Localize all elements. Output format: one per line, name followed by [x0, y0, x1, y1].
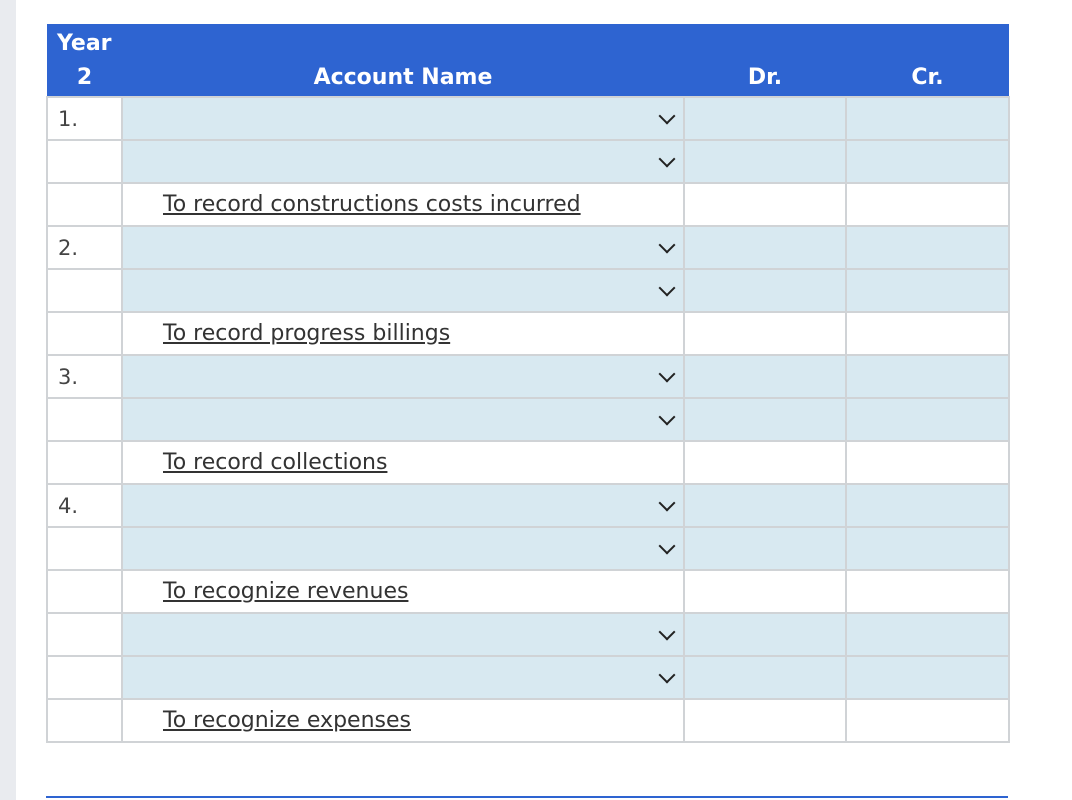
chevron-down-icon[interactable] — [659, 236, 676, 253]
entry-row — [47, 140, 1009, 183]
credit-cell — [846, 269, 1009, 312]
memo-cell — [122, 441, 684, 484]
bottom-divider — [46, 796, 1008, 798]
credit-input[interactable] — [847, 399, 1008, 440]
entry-number — [47, 527, 122, 570]
entry-row — [47, 226, 1009, 269]
entry-row — [47, 398, 1009, 441]
chevron-down-icon[interactable] — [659, 623, 676, 640]
entry-row — [47, 656, 1009, 699]
account-select-cell — [122, 484, 684, 527]
account-select-cell — [122, 613, 684, 656]
debit-cell — [684, 226, 846, 269]
credit-cell — [846, 527, 1009, 570]
chevron-down-icon[interactable] — [659, 365, 676, 382]
debit-cell — [684, 699, 846, 742]
account-select-cell — [122, 355, 684, 398]
entry-number: 4. — [47, 484, 122, 527]
debit-input[interactable] — [685, 700, 845, 741]
account-select-cell — [122, 656, 684, 699]
entry-number — [47, 699, 122, 742]
memo-link[interactable]: To recognize revenues — [163, 578, 409, 604]
debit-input[interactable] — [685, 227, 845, 268]
entry-row — [47, 97, 1009, 140]
debit-input[interactable] — [685, 657, 845, 698]
debit-header: Dr. — [684, 24, 846, 97]
debit-cell — [684, 656, 846, 699]
memo-link[interactable]: To record collections — [163, 449, 388, 475]
credit-cell — [846, 398, 1009, 441]
chevron-down-icon[interactable] — [659, 150, 676, 167]
entry-number — [47, 613, 122, 656]
debit-cell — [684, 355, 846, 398]
account-select[interactable] — [123, 528, 683, 569]
account-select[interactable] — [123, 485, 683, 526]
credit-cell — [846, 355, 1009, 398]
credit-input[interactable] — [847, 356, 1008, 397]
account-select-cell — [122, 97, 684, 140]
debit-input[interactable] — [685, 485, 845, 526]
debit-cell — [684, 269, 846, 312]
memo-link[interactable]: To record constructions costs incurred — [163, 191, 581, 217]
entry-number — [47, 140, 122, 183]
account-select[interactable] — [123, 227, 683, 268]
entry-number: 2. — [47, 226, 122, 269]
credit-cell — [846, 140, 1009, 183]
entry-number — [47, 570, 122, 613]
entry-row — [47, 269, 1009, 312]
debit-input[interactable] — [685, 313, 845, 354]
account-select[interactable] — [123, 399, 683, 440]
debit-cell — [684, 140, 846, 183]
debit-input[interactable] — [685, 442, 845, 483]
credit-input[interactable] — [847, 141, 1008, 182]
credit-input[interactable] — [847, 184, 1008, 225]
credit-input[interactable] — [847, 227, 1008, 268]
memo-row — [47, 312, 1009, 355]
header-row — [47, 24, 1009, 97]
entry-number — [47, 183, 122, 226]
year-label: Year — [57, 31, 112, 56]
chevron-down-icon[interactable] — [659, 537, 676, 554]
memo-cell — [122, 312, 684, 355]
credit-input[interactable] — [847, 528, 1008, 569]
debit-input[interactable] — [685, 141, 845, 182]
credit-cell — [846, 226, 1009, 269]
credit-cell — [846, 484, 1009, 527]
left-margin-strip — [0, 0, 16, 800]
account-select-cell — [122, 140, 684, 183]
year-value: 2 — [76, 65, 93, 90]
year-header — [47, 24, 122, 97]
memo-cell — [122, 183, 684, 226]
chevron-down-icon[interactable] — [659, 107, 676, 124]
credit-cell — [846, 312, 1009, 355]
debit-cell — [684, 527, 846, 570]
credit-input[interactable] — [847, 571, 1008, 612]
credit-cell — [846, 570, 1009, 613]
credit-header: Cr. — [846, 24, 1009, 97]
entry-number — [47, 312, 122, 355]
memo-row — [47, 441, 1009, 484]
entry-number — [47, 656, 122, 699]
debit-cell — [684, 398, 846, 441]
debit-cell — [684, 312, 846, 355]
chevron-down-icon[interactable] — [659, 494, 676, 511]
entry-row — [47, 355, 1009, 398]
credit-input[interactable] — [847, 270, 1008, 311]
entry-number — [47, 398, 122, 441]
account-select-cell — [122, 527, 684, 570]
debit-input[interactable] — [685, 528, 845, 569]
credit-input[interactable] — [847, 700, 1008, 741]
entry-number — [47, 441, 122, 484]
debit-cell — [684, 484, 846, 527]
credit-cell — [846, 441, 1009, 484]
account-select-cell — [122, 398, 684, 441]
debit-cell — [684, 97, 846, 140]
credit-cell — [846, 656, 1009, 699]
journal-entry-table — [46, 24, 1010, 743]
credit-cell — [846, 699, 1009, 742]
debit-input[interactable] — [685, 571, 845, 612]
memo-link[interactable]: To recognize expenses — [163, 707, 411, 733]
credit-cell — [846, 97, 1009, 140]
account-select[interactable] — [123, 98, 683, 139]
memo-row — [47, 570, 1009, 613]
credit-cell — [846, 183, 1009, 226]
account-select[interactable] — [123, 657, 683, 698]
debit-input[interactable] — [685, 356, 845, 397]
debit-input[interactable] — [685, 399, 845, 440]
memo-row — [47, 699, 1009, 742]
debit-cell — [684, 570, 846, 613]
debit-input[interactable] — [685, 614, 845, 655]
credit-input[interactable] — [847, 98, 1008, 139]
account-select-cell — [122, 269, 684, 312]
account-select[interactable] — [123, 356, 683, 397]
journal-body — [47, 97, 1009, 742]
memo-cell — [122, 570, 684, 613]
memo-row — [47, 183, 1009, 226]
entry-row — [47, 613, 1009, 656]
account-select-cell — [122, 226, 684, 269]
debit-cell — [684, 441, 846, 484]
memo-link[interactable]: To record progress billings — [163, 320, 451, 346]
memo-cell — [122, 699, 684, 742]
debit-cell — [684, 183, 846, 226]
debit-input[interactable] — [685, 184, 845, 225]
entry-row — [47, 527, 1009, 570]
credit-cell — [846, 613, 1009, 656]
chevron-down-icon[interactable] — [659, 408, 676, 425]
chevron-down-icon[interactable] — [659, 666, 676, 683]
debit-input[interactable] — [685, 270, 845, 311]
entry-number — [47, 269, 122, 312]
account-select[interactable] — [123, 614, 683, 655]
account-name-header: Account Name — [122, 24, 684, 97]
entry-row — [47, 484, 1009, 527]
debit-cell — [684, 613, 846, 656]
entry-number: 1. — [47, 97, 122, 140]
credit-input[interactable] — [847, 313, 1008, 354]
credit-input[interactable] — [847, 442, 1008, 483]
account-select[interactable] — [123, 141, 683, 182]
chevron-down-icon[interactable] — [659, 279, 676, 296]
credit-input[interactable] — [847, 614, 1008, 655]
debit-input[interactable] — [685, 98, 845, 139]
account-select[interactable] — [123, 270, 683, 311]
credit-input[interactable] — [847, 657, 1008, 698]
entry-number: 3. — [47, 355, 122, 398]
credit-input[interactable] — [847, 485, 1008, 526]
